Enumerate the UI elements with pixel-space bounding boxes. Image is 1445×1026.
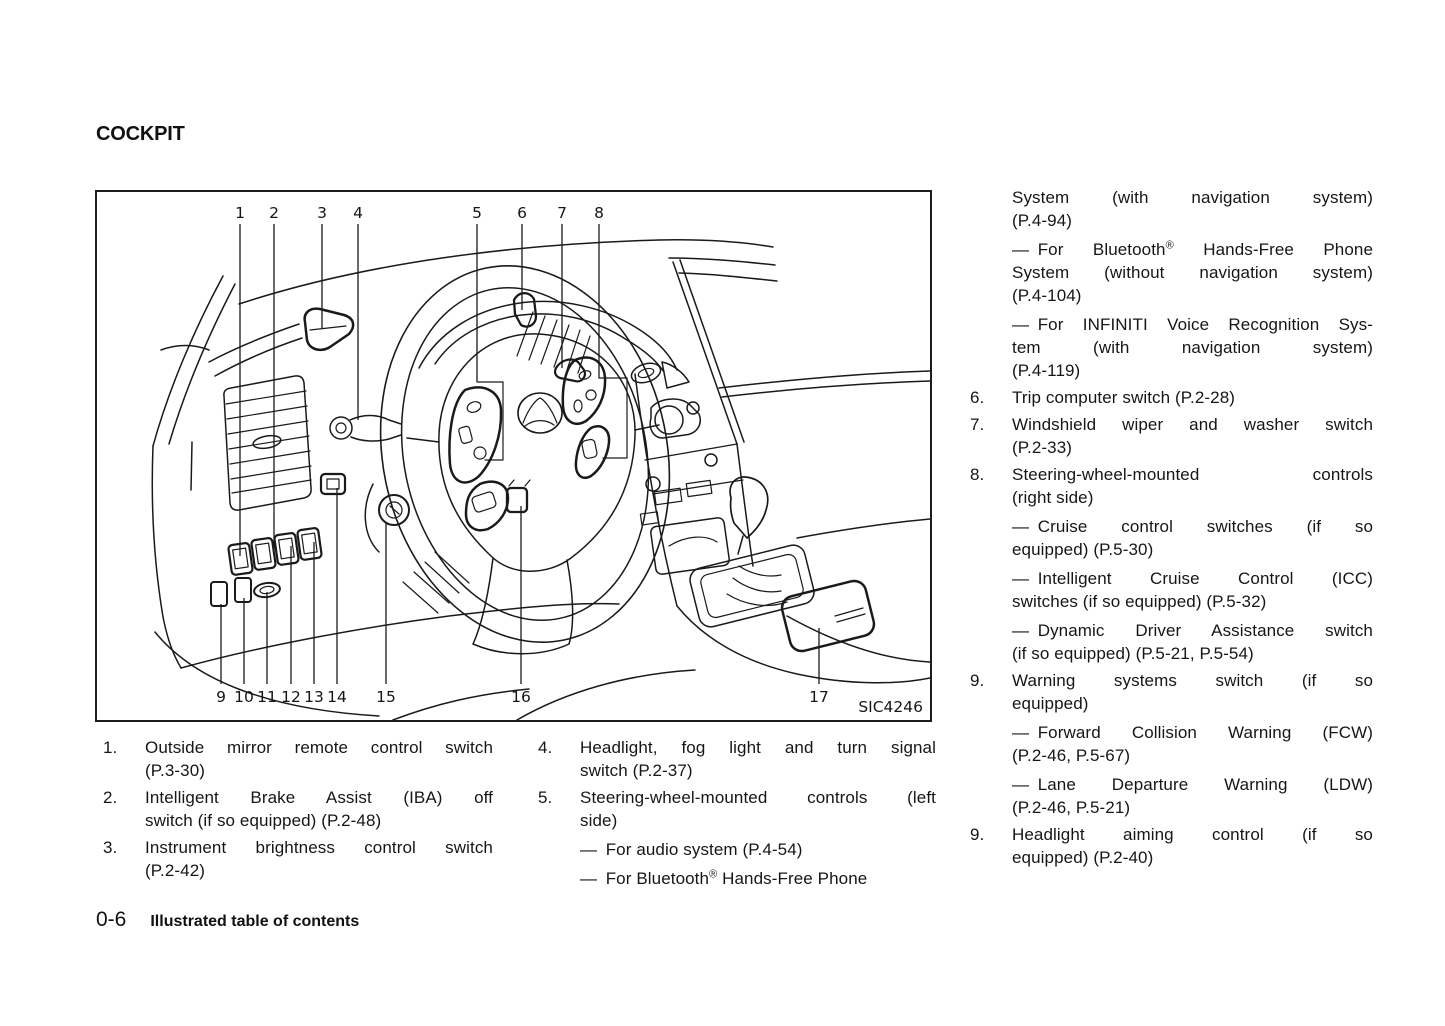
switch-targets <box>211 293 876 653</box>
turn-signal-stalk <box>330 416 401 442</box>
item-text: Instrument brightness control switch (P.2-42) <box>145 838 493 880</box>
list-item <box>538 786 936 890</box>
figure-callout-number-12: 12 <box>281 688 301 706</box>
item-subtext: — Dynamic Driver Assistance switch (if so equipped) (P.5-21, P.5-54) <box>1012 621 1373 663</box>
figure-callout-number-4: 4 <box>353 204 363 222</box>
item-subtext: — Lane Departure Warning (LDW) (P.2-46, P.5-21) <box>1012 775 1373 817</box>
item-number: 8. <box>970 465 985 484</box>
list-column-middle <box>538 736 936 894</box>
item-number: 9. <box>970 825 985 844</box>
item-text: Headlight, fog light and turn signal switch (P.2-37) <box>580 738 936 780</box>
item-text: Intelligent Brake Assist (IBA) off switch (if so equipped) (P.2-48) <box>145 788 493 830</box>
item-subtext: — Intelligent Cruise Control (ICC) switches (if so equipped) (P.5-32) <box>1012 569 1373 611</box>
item-number: 7. <box>970 415 985 434</box>
figure-callout-number-7: 7 <box>557 204 567 222</box>
figure-callout-number-5: 5 <box>472 204 482 222</box>
item-subtext: — For audio system (P.4-54) <box>580 840 803 859</box>
page-footer <box>96 908 359 932</box>
list-item <box>970 413 1373 459</box>
item-text: Windshield wiper and washer switch (P.2-33) <box>1012 415 1373 457</box>
list-item <box>970 823 1373 869</box>
figure-callout-number-2: 2 <box>269 204 279 222</box>
item-text: Headlight aiming control (if so equipped) (P.2-40) <box>1012 825 1373 867</box>
figure-callout-number-15: 15 <box>376 688 396 706</box>
page-title: COCKPIT <box>96 123 185 145</box>
figure-callout-number-10: 10 <box>234 688 254 706</box>
list-column-right <box>970 186 1373 873</box>
figure-callout-number-17: 17 <box>809 688 829 706</box>
item-text: Trip computer switch (P.2-28) <box>1012 388 1236 407</box>
cockpit-diagram-illustration <box>97 192 930 720</box>
item-number <box>970 186 1012 382</box>
item-number: 9. <box>970 671 985 690</box>
list-item <box>538 736 936 782</box>
infiniti-logo <box>518 393 562 433</box>
item-number: 4. <box>538 738 553 757</box>
figure-callout-number-9: 9 <box>216 688 226 706</box>
item-number: 2. <box>103 788 118 807</box>
footer-section-title: Illustrated table of contents <box>150 913 360 930</box>
list-column-left <box>103 736 493 886</box>
item-text: Steering-wheel-mounted controls (left side) — For audio system (P.4-54) — For Bluetooth® Hands-Free Phone <box>580 788 936 888</box>
item-text: System (with navigation system) (P.4-94) — For Bluetooth® Hands-Free Phone System (without navigation system) (P.4-104) — For INFINITI Voice Recognition Sys- tem (with navigation system) (P.4-119) <box>1012 188 1374 380</box>
item-number: 5. <box>538 788 553 807</box>
list-item <box>970 186 1373 382</box>
list-item <box>103 786 493 832</box>
figure-callout-number-8: 8 <box>594 204 604 222</box>
item-subtext: — Forward Collision Warning (FCW) (P.2-46, P.5-67) <box>1012 723 1373 765</box>
item-text: Outside mirror remote control switch (P.3-30) <box>145 738 493 780</box>
item-text: Steering-wheel-mounted controls (right side) — Cruise control switches (if so equipped) (P.5-30) — Intelligent Cruise Control (ICC) switches (if so equipped) (P.5-32) — Dynamic Driver Assistance switch (if so equipped) (P.5-21, P.5-54) <box>1012 465 1373 663</box>
figure-callout-number-1: 1 <box>235 204 245 222</box>
item-subtext: — For INFINITI Voice Recognition Sys- tem (with navigation system) (P.4-119) <box>1012 315 1373 380</box>
item-number: 3. <box>103 838 118 857</box>
item-subtext: — For Bluetooth® Hands-Free Phone <box>580 868 868 888</box>
ignition-switch <box>365 484 409 552</box>
item-number: 6. <box>970 388 985 407</box>
list-item <box>970 386 1373 409</box>
list-item <box>103 736 493 782</box>
figure-callout-number-11: 11 <box>257 688 277 706</box>
gear-shifter <box>687 477 816 629</box>
left-vent <box>224 376 311 510</box>
list-item <box>970 463 1373 665</box>
figure-callout-number-16: 16 <box>511 688 531 706</box>
figure-code: SIC4246 <box>858 698 923 716</box>
steering-wheel <box>347 239 704 670</box>
figure-callout-number-14: 14 <box>327 688 347 706</box>
figure-callout-number-13: 13 <box>304 688 324 706</box>
item-subtext: — Cruise control switches (if so equipped) (P.5-30) <box>1012 517 1373 559</box>
item-subtext: — For Bluetooth® Hands-Free Phone System (without navigation system) (P.4-104) <box>1012 239 1374 305</box>
item-text: Warning systems switch (if so equipped) — Forward Collision Warning (FCW) (P.2-46, P.5-67) — Lane Departure Warning (LDW) (P.2-46, P.5-21) <box>1012 671 1373 817</box>
figure-callout-number-6: 6 <box>517 204 527 222</box>
list-item <box>103 836 493 882</box>
figure-callouts <box>216 204 829 706</box>
figure-callout-number-3: 3 <box>317 204 327 222</box>
footer-page-number: 0-6 <box>96 908 127 931</box>
item-number: 1. <box>103 738 118 757</box>
list-item <box>970 669 1373 819</box>
cockpit-figure <box>95 190 932 722</box>
